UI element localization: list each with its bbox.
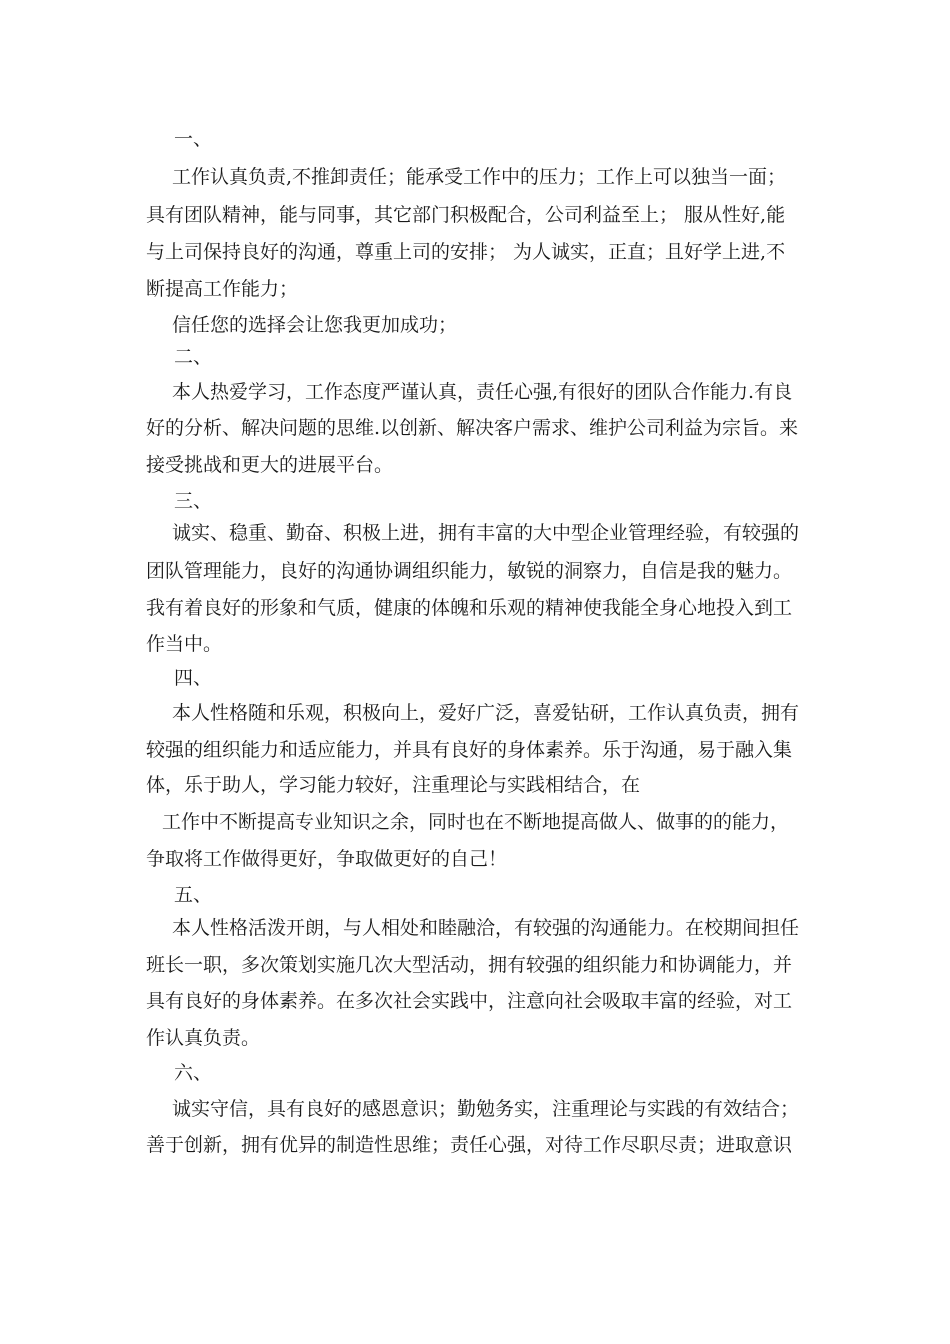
paragraph-line: 工作认真负责,不推卸责任；能承受工作中的压力；工作上可以独当一面； xyxy=(172,166,787,188)
section-heading-2: 二、 xyxy=(174,346,213,368)
paragraph-line: 断提高工作能力； xyxy=(146,278,299,300)
paragraph-line: 与上司保持良好的沟通，尊重上司的安排； 为人诚实，正直；且好学上进,不 xyxy=(146,241,786,263)
paragraph-line: 我有着良好的形象和气质，健康的体魄和乐观的精神使我能全身心地投入到工 xyxy=(146,597,793,619)
paragraph-line: 好的分析、解决问题的思维.以创新、解决客户需求、维护公司利益为宗旨。来 xyxy=(146,417,799,439)
paragraph-line: 工作中不断提高专业知识之余，同时也在不断地提高做人、做事的的能力， xyxy=(162,811,790,833)
paragraph-line: 体，乐于助人，学习能力较好，注重理论与实践相结合，在 xyxy=(146,774,641,796)
paragraph-line: 本人性格随和乐观，积极向上，爱好广泛，喜爱钻研，工作认真负责，拥有 xyxy=(172,702,800,724)
section-heading-5: 五、 xyxy=(174,884,213,906)
paragraph-line: 具有团队精神，能与同事，其它部门积极配合，公司利益至上； 服从性好,能 xyxy=(146,204,786,226)
paragraph-line: 善于创新，拥有优异的制造性思维；责任心强，对待工作尽职尽责；进取意识 xyxy=(146,1134,793,1156)
paragraph-line: 较强的组织能力和适应能力，并具有良好的身体素养。乐于沟通，易于融入集 xyxy=(146,739,793,761)
paragraph-line: 作当中。 xyxy=(146,633,223,655)
paragraph-line: 本人热爱学习，工作态度严谨认真，责任心强,有很好的团队合作能力.有良 xyxy=(172,381,793,403)
paragraph-line: 信任您的选择会让您我更加成功； xyxy=(172,314,458,336)
paragraph-line: 团队管理能力，良好的沟通协调组织能力，敏锐的洞察力，自信是我的魅力。 xyxy=(146,560,793,582)
paragraph-line: 诚实、稳重、勤奋、积极上进，拥有丰富的大中型企业管理经验，有较强的 xyxy=(172,522,800,544)
paragraph-line: 诚实守信，具有良好的感恩意识；勤勉务实，注重理论与实践的有效结合； xyxy=(172,1098,800,1120)
section-heading-1: 一、 xyxy=(174,128,213,150)
section-heading-4: 四、 xyxy=(174,667,213,689)
section-heading-3: 三、 xyxy=(174,490,213,512)
paragraph-line: 接受挑战和更大的进展平台。 xyxy=(146,454,394,476)
paragraph-line: 班长一职，多次策划实施几次大型活动，拥有较强的组织能力和协调能力，并 xyxy=(146,954,793,976)
paragraph-line: 作认真负责。 xyxy=(146,1027,261,1049)
paragraph-line: 本人性格活泼开朗，与人相处和睦融洽，有较强的沟通能力。在校期间担任 xyxy=(172,917,800,939)
paragraph-line: 具有良好的身体素养。在多次社会实践中，注意向社会吸取丰富的经验，对工 xyxy=(146,990,793,1012)
paragraph-line: 争取将工作做得更好，争取做更好的自己！ xyxy=(146,848,508,870)
section-heading-6: 六、 xyxy=(174,1062,213,1084)
